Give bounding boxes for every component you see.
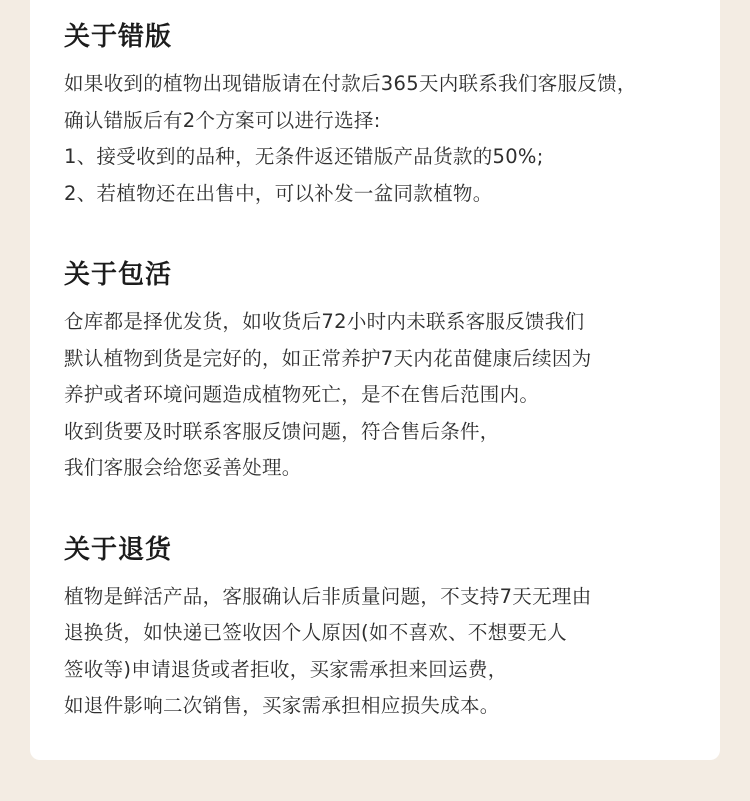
section-returns (64, 527, 720, 725)
section-text-line: 我们客服会给您妥善处理。 (64, 456, 302, 479)
section-text-line: 确认错版后有2个方案可以进行选择: (64, 108, 381, 132)
section-survival-guarantee (64, 252, 720, 487)
section-text-line: 养护或者环境问题造成植物死亡，是不在售后范围内。 (64, 383, 540, 406)
policy-card (30, 0, 720, 760)
section-text-line: 收到货要及时联系客服反馈问题，符合售后条件， (64, 419, 500, 443)
section-text-line: 植物是鲜活产品，客服确认后非质量问题，不支持7天无理由 (64, 584, 592, 608)
section-text-line: 默认植物到货是完好的，如正常养护7天内花苗健康后续因为 (64, 346, 592, 370)
section-text-line: 1、接受收到的品种，无条件返还错版产品货款的50%; (64, 145, 544, 168)
section-text-line: 签收等)申请退货或者拒收，买家需承担来回运费， (64, 657, 508, 681)
section-text-line: 如退件影响二次销售，买家需承担相应损失成本。 (64, 694, 500, 717)
section-misprint (64, 14, 720, 212)
section-text-line: 退换货，如快递已签收因个人原因(如不喜欢、不想要无人 (64, 621, 567, 644)
section-title-survival-guarantee: 关于包活 (64, 260, 173, 290)
section-text-line: 如果收到的植物出现错版请在付款后365天内联系我们客服反馈， (64, 72, 637, 95)
section-text-line: 2、若植物还在出售中，可以补发一盆同款植物。 (64, 181, 493, 205)
section-title-misprint: 关于错版 (64, 22, 173, 52)
section-title-returns: 关于退货 (64, 534, 173, 565)
section-text-line: 仓库都是择优发货，如收货后72小时内未联系客服反馈我们 (64, 310, 585, 333)
